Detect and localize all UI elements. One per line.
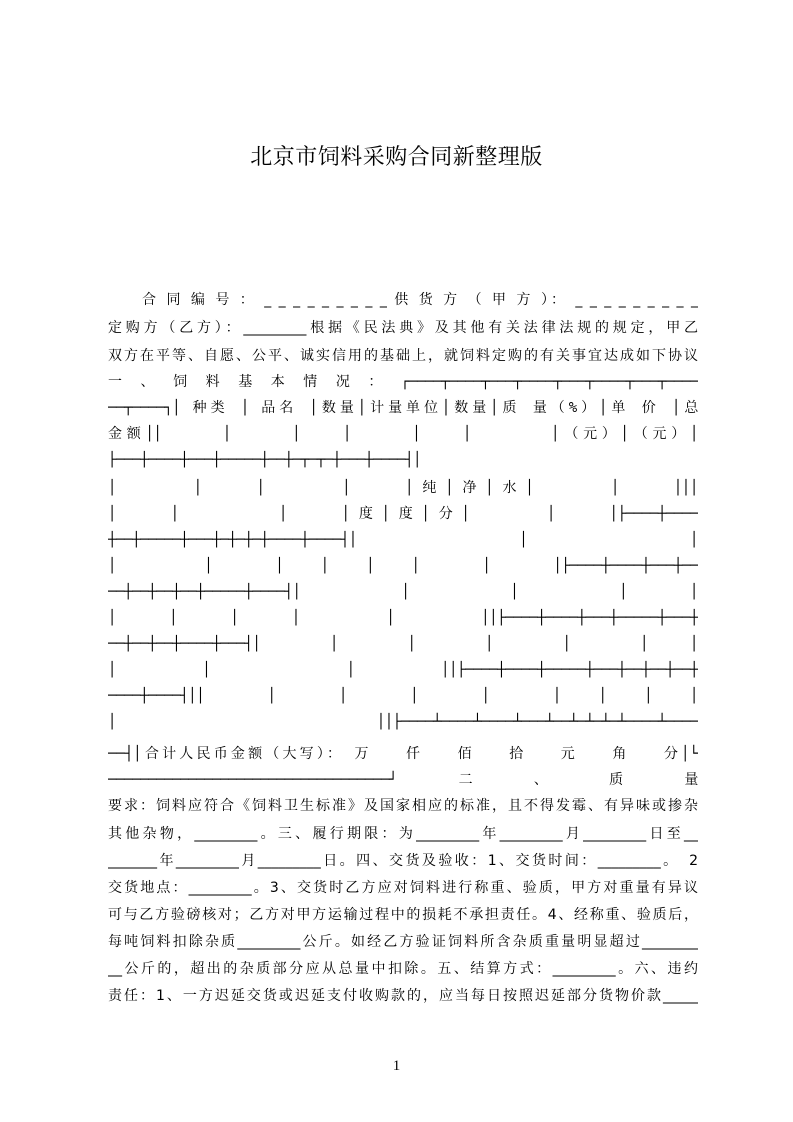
page-number: 1	[392, 1058, 401, 1074]
contract-line: 定购方（乙方）：_________根据《民法典》及其他有关法律法规的规定，甲乙	[108, 320, 698, 336]
table-line: ┼──┼─────┼───┼─┼─┼─┼────┼────┤│ │ │	[108, 532, 698, 548]
contract-line: 可与乙方验磅核对；乙方对甲方运输过程中的损耗不承担责任。4、经称重、验质后，	[108, 907, 698, 923]
contract-line: __公斤的，超出的杂质部分应从总量中扣除。五、结算方式：_________。六、违约	[108, 961, 698, 977]
contract-line: ───────────────────────────────────┘二、质量	[108, 772, 698, 788]
table-line: │ ││├────┴────┴────┴───┴──┴─┴─┴─┴────┴────	[108, 714, 698, 730]
contract-line: 双方在平等、自愿、公平、诚实信用的基础上，就饲料定购的有关事宜达成如下协议	[108, 348, 698, 364]
table-line: ────┼────┤││ │ │ │ │ │ │ │ │	[108, 688, 698, 704]
contract-line: 一、饲料基本情况：┌────┬────┬───┬────┬───┬────┬───┬────	[108, 374, 698, 390]
contract-line: _______年_________月_________日。四、交货及验收：1、交货时间：_________。 2	[108, 853, 698, 869]
contract-line: 每吨饲料扣除杂质_________公斤。如经乙方验证饲料所含杂质重量明显超过________	[108, 934, 698, 950]
contract-line: 合 同 编 号 ： _ _ _ _ _ _ _ _ _ 供 货 方 （ 甲 方 ）： _ _ _ _ _ _ _ _ _	[108, 292, 698, 308]
table-line: │ │ │ ││├────┼────┼─────┼───┼──┼──┼──┼	[108, 662, 698, 678]
table-line: ──┬────┐│ 种类 │ 品名 │数量│计量单位│数量│质 量（%）│单 价 │总	[108, 400, 698, 416]
document-title: 北京市饲料采购合同新整理版	[250, 145, 543, 170]
contract-line: 交货地点：_________。3、交货时乙方应对饲料进行称重、验质，甲方对重量有异议	[108, 880, 698, 896]
table-line: │ │ │ │ │ ││├────┼────┼───┼─────┼───┼	[108, 610, 698, 626]
table-line: │ │ │ │ │ │ │ │├────┼────┼───┼──	[108, 558, 698, 574]
table-total-line: ──┤│合计人民币金额（大写）： 万 仟 佰 拾 元 角 分│└	[108, 746, 698, 762]
table-line: ──┼──┼──┼────┼───┤│ │ │ │ │ │ │	[108, 636, 698, 652]
table-line: ├───┼────┼───┼─────┼──┼─┬─┬─┼───┼────┤│	[108, 452, 422, 468]
table-line: │ │ │ │ │纯│净│水│ │ │││	[108, 480, 698, 496]
table-line: 金额││ │ │ │ │ │ │（元）│（元）│	[108, 426, 698, 442]
contract-line: 其他杂物，_________。三、履行期限：为_________年_________月_________日至__	[108, 826, 698, 842]
contract-line: 要求：饲料应符合《饲料卫生标准》及国家相应的标准，且不得发霉、有异味或掺杂	[108, 798, 698, 814]
table-line: │ │ │ │度│度│分│ │ │├────┼────	[108, 506, 698, 522]
table-line: ──┼──┼──┼──┼─────┼────┤│ │ │ │ │	[108, 584, 698, 600]
contract-line: 责任：1、一方迟延交货或迟延支付收购款的，应当每日按照迟延部分货物价款_____	[108, 988, 698, 1004]
